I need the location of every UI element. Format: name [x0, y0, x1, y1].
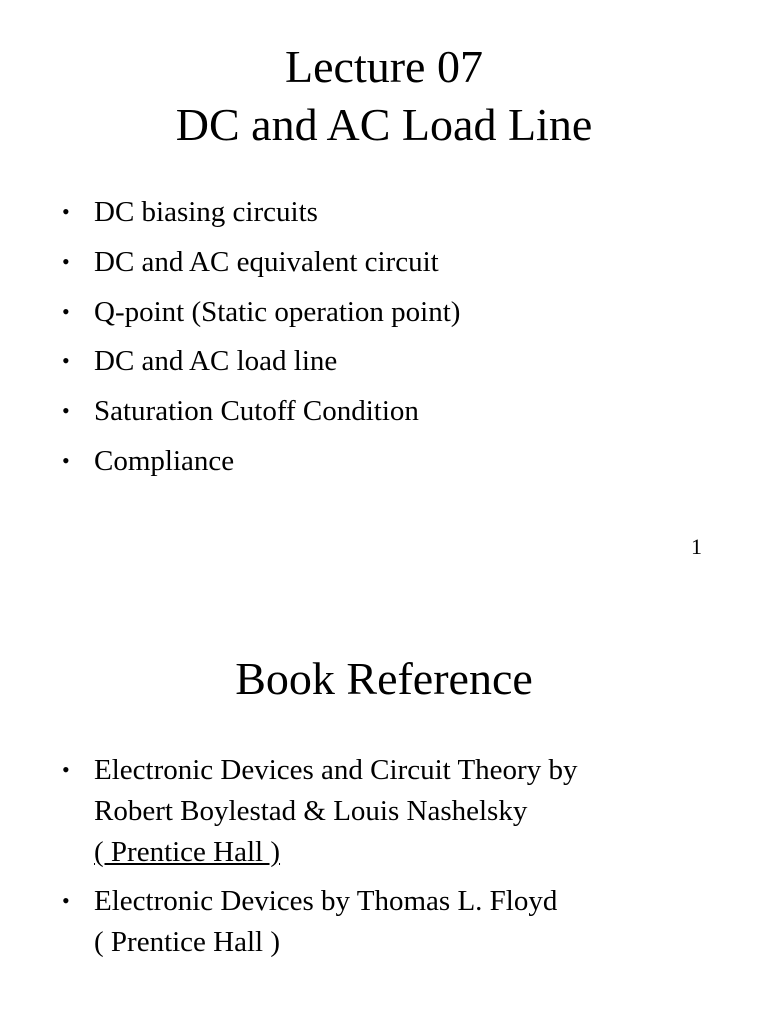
- bullet-icon: •: [62, 298, 70, 324]
- book-list: [62, 750, 728, 971]
- list-item: [62, 441, 728, 491]
- list-item-text: Q-point (Static operation point): [94, 295, 461, 328]
- bullet-icon: •: [62, 348, 70, 374]
- list-item-text: Saturation Cutoff Condition: [94, 395, 419, 428]
- slide-title: Book Reference: [235, 653, 533, 704]
- slide-title: [0, 38, 768, 154]
- list-item-text: DC biasing circuits: [94, 196, 318, 228]
- topic-list: [62, 192, 728, 491]
- list-item: [62, 750, 728, 873]
- list-item: [62, 192, 728, 242]
- bullet-icon: •: [62, 888, 70, 913]
- book-authors-line: Robert Boylestad & Louis Nashelsky: [94, 795, 528, 827]
- book-title-line: Electronic Devices by Thomas L. Floyd: [94, 885, 558, 917]
- slide-book-reference: [0, 580, 768, 1024]
- book-title-line: Electronic Devices and Circuit Theory by: [94, 754, 578, 786]
- bullet-icon: •: [62, 398, 70, 424]
- list-item: [62, 391, 728, 441]
- page-number: 1: [691, 534, 702, 559]
- list-item: [62, 881, 728, 963]
- list-item: [62, 292, 728, 342]
- list-item-text: Compliance: [94, 444, 235, 477]
- list-item: [62, 242, 728, 292]
- bullet-icon: •: [62, 248, 70, 274]
- footer-reference: [66, 532, 216, 580]
- book-publisher-line: ( Prentice Hall ): [94, 836, 281, 868]
- bullet-icon: •: [62, 757, 70, 782]
- list-item-text: DC and AC load line: [94, 345, 338, 378]
- bullet-icon: •: [62, 447, 70, 473]
- list-item-text: DC and AC equivalent circuit: [94, 245, 439, 278]
- bullet-icon: •: [62, 199, 70, 224]
- footer-course-title: [270, 532, 510, 580]
- book-publisher-line: ( Prentice Hall ): [94, 926, 281, 958]
- title-line-lecture: Lecture 07: [285, 41, 483, 92]
- list-item: [62, 341, 728, 391]
- title-line-topic: DC and AC Load Line: [175, 99, 593, 150]
